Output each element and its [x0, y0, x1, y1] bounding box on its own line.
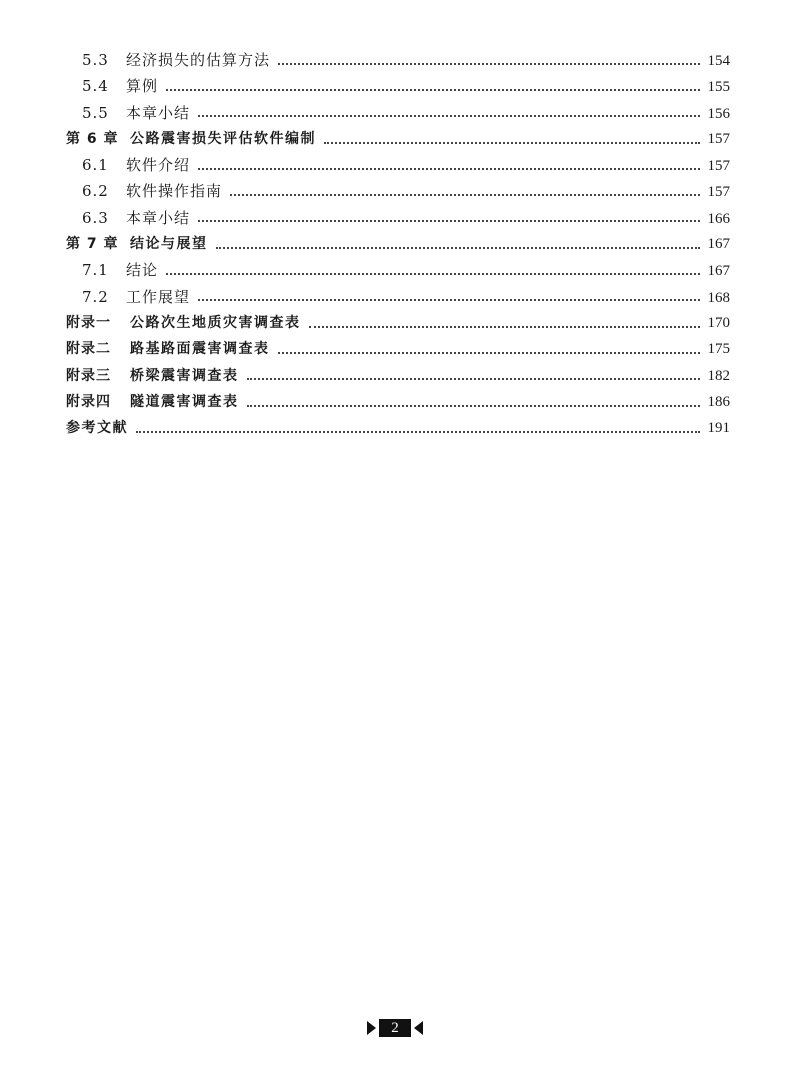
- toc-title: 桥梁震害调查表: [130, 367, 239, 384]
- toc-title: 本章小结: [126, 208, 191, 227]
- leader-dots: [230, 193, 700, 196]
- toc-entry-5-5[interactable]: [66, 100, 730, 126]
- leader-dots: [309, 325, 701, 328]
- toc-number: 5.3: [82, 51, 109, 69]
- toc-entry-5-4[interactable]: [66, 73, 730, 99]
- toc-title: 经济损失的估算方法: [126, 51, 271, 69]
- toc-title: 本章小结: [126, 103, 191, 122]
- leader-dots: [166, 272, 700, 275]
- leader-dots: [198, 298, 700, 301]
- leader-dots: [324, 141, 700, 144]
- toc-number: 附录一: [66, 314, 111, 331]
- toc-entry-appendix-2[interactable]: [66, 336, 730, 362]
- toc-entry-appendix-3[interactable]: [66, 363, 730, 389]
- toc-entry-5-3[interactable]: [66, 47, 730, 73]
- toc-number: 6.2: [82, 182, 109, 201]
- toc-number: 第 6 章: [66, 130, 119, 147]
- toc-number: 5.4: [82, 77, 109, 96]
- toc-page-number: 170: [707, 314, 730, 331]
- toc-entry-appendix-4[interactable]: [66, 389, 730, 415]
- toc-entry-7-2[interactable]: [66, 284, 730, 310]
- leader-dots: [198, 167, 700, 170]
- toc-entry-7-1[interactable]: [66, 257, 730, 283]
- toc-number: 附录三: [66, 367, 111, 384]
- leader-dots: [166, 88, 700, 91]
- toc-page-number: 156: [707, 105, 730, 122]
- toc-entry-chapter-7[interactable]: [66, 231, 730, 257]
- toc-page-number: 157: [707, 184, 730, 201]
- toc-title: 公路震害损失评估软件编制: [130, 130, 316, 147]
- page-footer: [0, 1019, 790, 1037]
- leader-dots: [278, 351, 701, 354]
- leader-dots: [278, 62, 700, 65]
- toc-number: 6.3: [82, 208, 109, 227]
- toc-title: 结论与展望: [130, 236, 208, 253]
- leader-dots: [216, 246, 701, 249]
- toc-entry-chapter-6[interactable]: [66, 126, 730, 152]
- leader-dots: [247, 377, 701, 380]
- toc-page-number: 168: [707, 289, 730, 306]
- toc-page-number: 167: [707, 263, 730, 280]
- toc-title: 软件介绍: [126, 156, 191, 175]
- toc-title: 软件操作指南: [126, 182, 223, 201]
- toc-number: 第 7 章: [66, 236, 119, 253]
- toc-number: 附录二: [66, 341, 111, 358]
- leader-dots: [247, 404, 701, 407]
- toc-number: 7.2: [82, 287, 109, 306]
- toc-title: 隧道震害调查表: [130, 393, 239, 410]
- toc-page-number: 191: [707, 420, 730, 437]
- toc-number: 附录四: [66, 393, 111, 410]
- toc-title: 路基路面震害调查表: [130, 341, 270, 358]
- toc-page-number: 157: [707, 158, 730, 175]
- toc-title: 工作展望: [126, 287, 191, 306]
- toc-entry-appendix-1[interactable]: [66, 310, 730, 336]
- table-of-contents: [66, 47, 730, 441]
- toc-entry-6-2[interactable]: [66, 178, 730, 204]
- toc-page-number: 166: [707, 210, 730, 227]
- toc-page-number: 186: [707, 393, 730, 410]
- triangle-left-icon: [414, 1021, 423, 1035]
- toc-page-number: 154: [707, 53, 730, 69]
- leader-dots: [136, 430, 700, 433]
- leader-dots: [198, 114, 700, 117]
- toc-entry-references[interactable]: [66, 415, 730, 441]
- toc-number: 6.1: [82, 156, 109, 175]
- toc-page-number: 157: [707, 130, 730, 147]
- toc-number: 7.1: [82, 261, 109, 280]
- toc-page-number: 155: [707, 79, 730, 96]
- triangle-right-icon: [367, 1021, 376, 1035]
- toc-entry-6-3[interactable]: [66, 205, 730, 231]
- leader-dots: [198, 219, 700, 222]
- toc-page-number: 182: [707, 367, 730, 384]
- toc-title: 参考文献: [66, 420, 128, 437]
- page-number-badge: 2: [379, 1019, 411, 1037]
- toc-number: 5.5: [82, 103, 109, 122]
- toc-title: 结论: [126, 261, 159, 280]
- toc-entry-6-1[interactable]: [66, 152, 730, 178]
- toc-page-number: 167: [707, 236, 730, 253]
- toc-title: 公路次生地质灾害调查表: [130, 314, 301, 331]
- toc-page-number: 175: [707, 341, 730, 358]
- toc-title: 算例: [126, 77, 159, 96]
